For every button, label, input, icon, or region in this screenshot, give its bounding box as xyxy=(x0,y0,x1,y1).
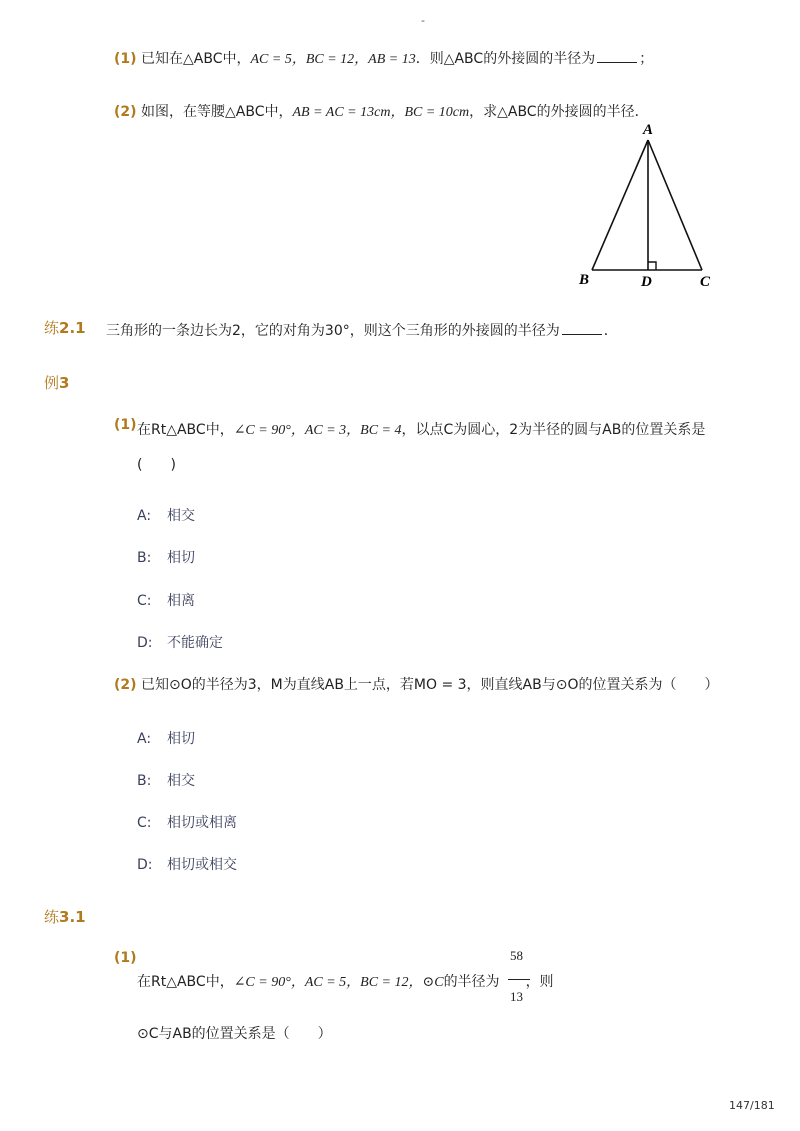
option-c[interactable]: C: 相切或相离 xyxy=(137,815,237,831)
section-prefix: 例 xyxy=(44,374,60,392)
ex2-q1 xyxy=(114,48,653,68)
question-text: 在Rt△ABC中， xyxy=(137,974,234,990)
question-text: 已知⊙O的半径为3，M为直线AB上一点，若MO = 3，则直线AB与⊙O的位置关系为（ ） xyxy=(141,677,719,693)
section-number: 2.1 xyxy=(59,319,86,337)
section-number: 3.1 xyxy=(59,908,86,926)
fraction-numerator: 58 xyxy=(510,948,523,963)
answer-blank[interactable] xyxy=(562,334,602,335)
section-prefix: 练 xyxy=(44,908,60,926)
option-b[interactable]: B: 相交 xyxy=(137,773,195,789)
side-ab xyxy=(592,140,648,270)
right-angle-mark xyxy=(648,262,656,270)
question-text: ，则 xyxy=(525,974,554,990)
question-text: ．则△ABC的外接圆的半径为 xyxy=(415,51,596,67)
vertex-label-a: A xyxy=(643,122,654,138)
question-text: 已知在△ABC中， xyxy=(141,51,251,67)
math-expression: AC = 5，BC = 12，AB = 13 xyxy=(250,52,416,67)
section-label-li3 xyxy=(44,372,69,393)
option-d[interactable]: D: 相切或相交 xyxy=(137,857,237,873)
question-text: 如图，在等腰△ABC中， xyxy=(141,104,293,120)
option-b[interactable]: B: 相切 xyxy=(137,550,195,566)
vertex-label-c: C xyxy=(700,274,711,290)
answer-blank[interactable] xyxy=(597,62,637,63)
li3-q2 xyxy=(114,674,719,694)
vertex-label-d: D xyxy=(641,274,652,290)
option-a[interactable]: A: 相交 xyxy=(137,508,195,524)
question-text: ，以点C为圆心，2为半径的圆与AB的位置关系是 xyxy=(401,422,706,438)
section-label-lian31 xyxy=(44,906,86,927)
question-text: 三角形的一条边长为2，它的对角为30°，则这个三角形的外接圆的半径为 xyxy=(106,323,560,339)
question-text: 在Rt△ABC中， xyxy=(137,422,234,438)
fraction-bar xyxy=(508,979,530,980)
side-ac xyxy=(648,140,702,270)
question-number: (1) xyxy=(114,51,137,67)
fraction-denominator: 13 xyxy=(510,989,523,1004)
li3-q1-text xyxy=(137,419,705,439)
page-number: 147/181 xyxy=(729,1099,775,1112)
section-number: 3 xyxy=(59,374,70,392)
question-tail: ． xyxy=(603,323,618,339)
lian31-q1-line2: ⊙C与AB的位置关系是（ ） xyxy=(137,1026,332,1042)
math-expression: ∠C = 90°，AC = 3，BC = 4 xyxy=(233,423,402,438)
question-number: (2) xyxy=(114,104,137,120)
answer-paren: ( ) xyxy=(137,457,176,473)
option-d[interactable]: D: 不能确定 xyxy=(137,635,223,651)
math-expression: AB = AC = 13cm，BC = 10cm xyxy=(292,105,470,120)
question-number: (1) xyxy=(114,950,137,966)
ex2-q2 xyxy=(114,101,649,121)
header-mark: - xyxy=(421,14,425,27)
lian31-q1-text xyxy=(137,971,554,991)
option-a[interactable]: A: 相切 xyxy=(137,731,195,747)
option-c[interactable]: C: 相离 xyxy=(137,593,195,609)
question-text: 的半径为 xyxy=(443,974,500,990)
triangle-figure xyxy=(570,118,720,293)
lian21-question xyxy=(106,320,618,340)
question-tail: ； xyxy=(639,51,654,67)
vertex-label-b: B xyxy=(579,272,590,288)
question-number: (2) xyxy=(114,677,137,693)
math-expression: ∠C = 90°，AC = 5，BC = 12，⊙C xyxy=(233,975,444,990)
section-prefix: 练 xyxy=(44,319,60,337)
question-text: ，求△ABC的外接圆的半径． xyxy=(469,104,649,120)
section-label-lian21 xyxy=(44,317,86,338)
question-number: (1) xyxy=(114,417,137,433)
